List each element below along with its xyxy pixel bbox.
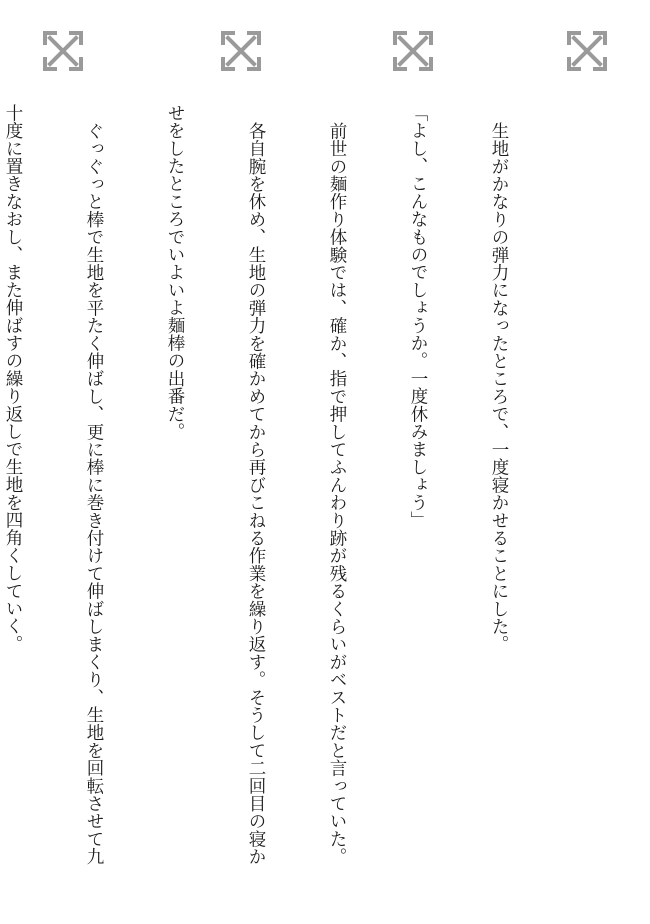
dialogue-line: 「よし、こんなものでしょうか。一度休みましょう」 [408,104,428,529]
cross-arrows-icon [566,30,608,72]
paragraph: 各自腕を休め、生地の弾力を確かめてから再びこねる作業を繰り返す。そうして二回目の寝か [246,121,266,865]
cross-arrows-icon [42,30,84,72]
paragraph: 前世の麺作り体験では、確か、指で押してふんわり跡が残るくらいがベストだと言っていた。 [327,121,347,865]
ornament-row [0,30,650,80]
body-text [0,104,566,864]
cross-arrows-icon [392,30,434,72]
cross-arrows-icon [220,30,262,72]
paragraph-continuation: せをしたところでいよいよ麺棒の出番だ。 [165,104,185,441]
paragraph-continuation: 十度に置きなおし、また伸ばすの繰り返しで生地を四角くしていく。 [3,104,23,653]
paragraph: 生地がかなりの弾力になったところで、一度寝かせることにした。 [489,121,509,653]
paragraph: ぐっぐっと棒で生地を平たく伸ばし、更に棒に巻き付けて伸ばしまくり、生地を回転させて九 [84,121,104,865]
